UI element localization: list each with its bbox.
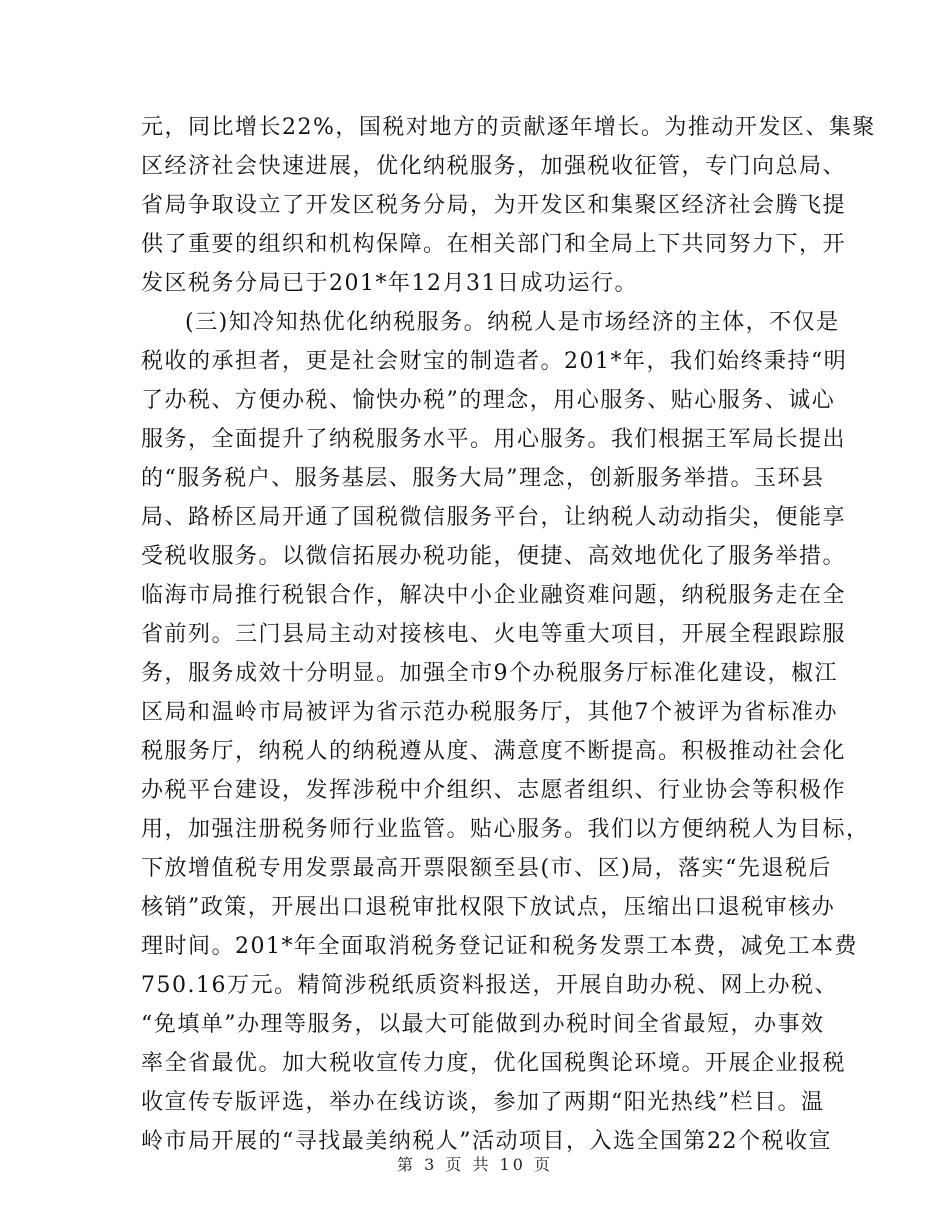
text-line: 区经济社会快速进展，优化纳税服务，加强税收征管，专门向总局、 bbox=[141, 154, 847, 179]
text-line: 局、路桥区局开通了国税微信服务平台，让纳税人动动指尖，便能享 bbox=[141, 505, 847, 530]
text-line: 办税平台建设，发挥涉税中介组织、志愿者组织、行业协会等积极作 bbox=[141, 778, 847, 803]
text-line: 元，同比增长22%，国税对地方的贡献逐年增长。为推动开发区、集聚 bbox=[141, 115, 876, 140]
text-line: 岭市局开展的“寻找最美纳税人”活动项目，入选全国第22个税收宣 bbox=[141, 1129, 832, 1154]
text-line: 省局争取设立了开发区税务分局，为开发区和集聚区经济社会腾飞提 bbox=[141, 193, 847, 218]
text-line: 发区税务分局已于201*年12月31日成功运行。 bbox=[141, 271, 638, 296]
paragraph-start-line: (三)知冷知热优化纳税服务。纳税人是市场经济的主体，不仅是 bbox=[185, 310, 840, 335]
page-footer: 第 3 页 共 10 页 bbox=[397, 1155, 553, 1174]
body-text bbox=[141, 108, 876, 1161]
text-line: 税收的承担者，更是社会财宝的制造者。201*年，我们始终秉持“明 bbox=[141, 349, 848, 374]
text-line: 务，服务成效十分明显。加强全市9个办税服务厅标准化建设，椒江 bbox=[141, 661, 838, 686]
text-line: 区局和温岭市局被评为省示范办税服务厅，其他7个被评为省标准办 bbox=[141, 700, 838, 725]
text-line: 供了重要的组织和机构保障。在相关部门和全局上下共同努力下，开 bbox=[141, 232, 847, 257]
text-line: 下放增值税专用发票最高开票限额至县(市、区)局，落实“先退税后 bbox=[141, 856, 832, 881]
text-line: 用，加强注册税务师行业监管。贴心服务。我们以方便纳税人为目标， bbox=[141, 817, 870, 842]
text-line: 理时间。201*年全面取消税务登记证和税务发票工本费，减免工本费 bbox=[141, 934, 858, 959]
text-line: “免填单”办理等服务，以最大可能做到办税时间全省最短，办事效 bbox=[141, 1012, 825, 1037]
text-line: 率全省最优。加大税收宣传力度，优化国税舆论环境。开展企业报税 bbox=[141, 1051, 847, 1076]
text-line: 收宣传专版评选，举办在线访谈，参加了两期“阳光热线”栏目。温 bbox=[141, 1090, 825, 1115]
text-line: 了办税、方便办税、愉快办税”的理念，用心服务、贴心服务、诚心 bbox=[141, 388, 836, 413]
text-line: 750.16万元。精简涉税纸质资料报送，开展自助办税、网上办税、 bbox=[141, 973, 838, 998]
text-line: 省前列。三门县局主动对接核电、火电等重大项目，开展全程跟踪服 bbox=[141, 622, 847, 647]
text-line: 核销”政策，开展出口退税审批权限下放试点，压缩出口退税审核办 bbox=[141, 895, 836, 920]
text-line: 临海市局推行税银合作，解决中小企业融资难问题，纳税服务走在全 bbox=[141, 583, 847, 608]
text-line: 税服务厅，纳税人的纳税遵从度、满意度不断提高。积极推动社会化 bbox=[141, 739, 847, 764]
text-line: 受税收服务。以微信拓展办税功能，便捷、高效地优化了服务举措。 bbox=[141, 544, 847, 569]
text-line: 服务，全面提升了纳税服务水平。用心服务。我们根据王军局长提出 bbox=[141, 427, 847, 452]
text-line: 的“服务税户、服务基层、服务大局”理念，创新服务举措。玉环县 bbox=[141, 466, 825, 491]
